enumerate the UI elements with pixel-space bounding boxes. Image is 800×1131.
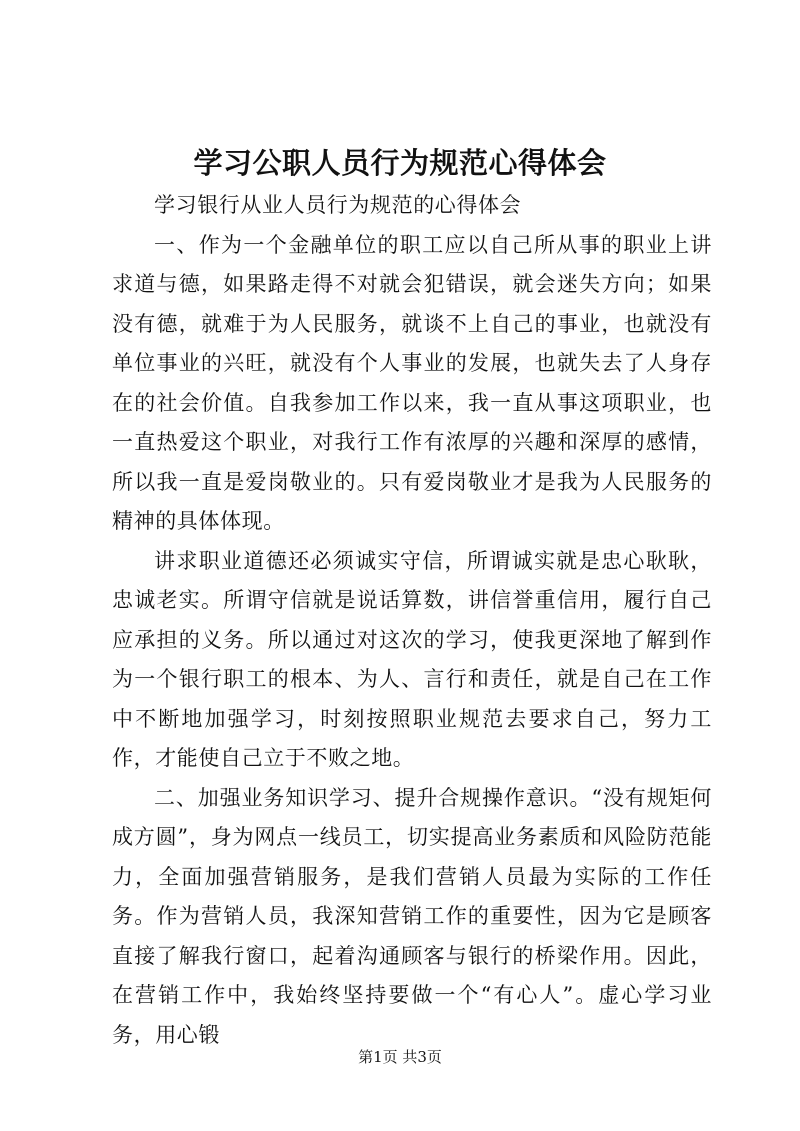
page-footer: 第1页 共3页 [358,1048,442,1066]
body-paragraph-1: 一、作为一个金融单位的职工应以自己所从事的职业上讲求道与德，如果路走得不对就会犯错误，就会迷失方向；如果没有德，就难于为人民服务，就谈不上自己的事业，也就没有单位事业的兴旺，就没有个人事业的发展，也就失去了人身存在的社会价值。自我参加工作以来，我一直从事这项职业，也一直热爱这个职业，对我行工作有浓厚的兴趣和深厚的感情，所以我一直是爱岗敬业的。只有爱岗敬业才是我为人民服务的精神的具体体现。 [112,232,712,533]
document-body [112,186,712,1055]
subtitle-paragraph: 学习银行从业人员行为规范的心得体会 [154,193,522,217]
body-paragraph-2: 讲求职业道德还必须诚实守信，所谓诚实就是忠心耿耿，忠诚老实。所谓守信就是说话算数，讲信誉重信用，履行自己应承担的义务。所以通过对这次的学习，使我更深地了解到作为一个银行职工的根本、为人、言行和责任，就是自己在工作中不断地加强学习，时刻按照职业规范去要求自己，努力工作，才能使自己立于不败之地。 [112,548,712,770]
document-title: 学习公职人员行为规范心得体会 [193,146,607,180]
body-paragraph-3: 二、加强业务知识学习、提升合规操作意识。“没有规矩何成方圆”，身为网点一线员工，切实提高业务素质和风险防范能力，全面加强营销服务，是我们营销人员最为实际的工作任务。作为营销人员，我深知营销工作的重要性，因为它是顾客直接了解我行窗口，起着沟通顾客与银行的桥梁作用。因此，在营销工作中，我始终坚持要做一个“有心人”。虚心学习业务，用心锻 [112,785,712,1047]
